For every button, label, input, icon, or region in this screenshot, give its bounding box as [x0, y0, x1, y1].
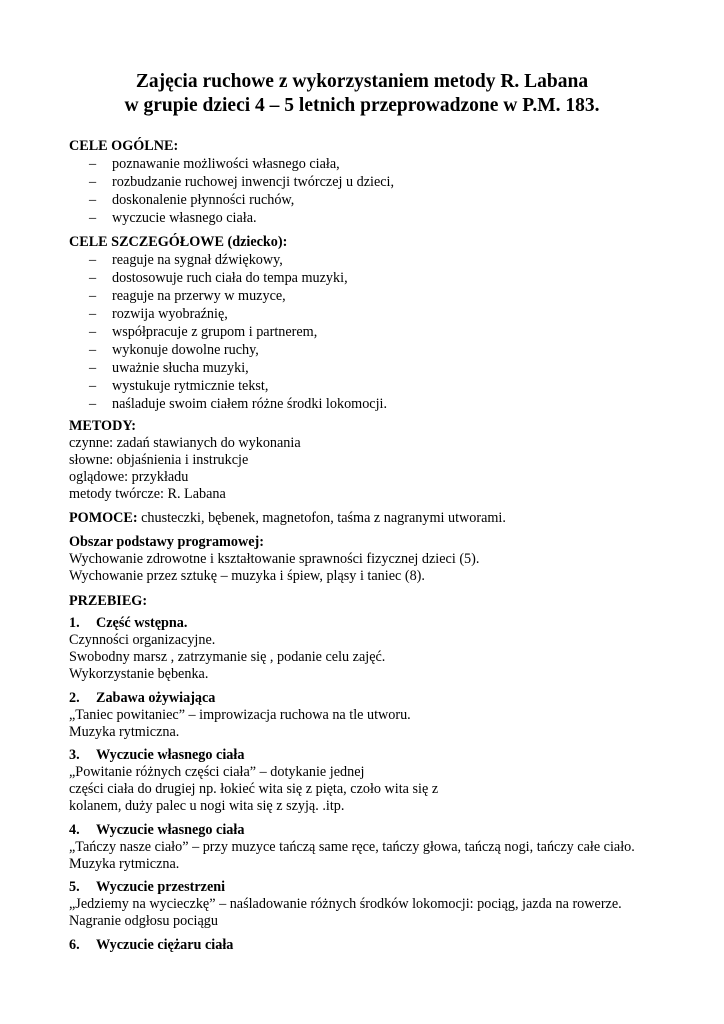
list-item [89, 378, 268, 396]
obszar-line: Wychowanie zdrowotne i kształtowanie sprawności fizycznej dzieci (5). [69, 551, 480, 567]
list-item [89, 342, 259, 360]
list-item-text: naśladuje swoim ciałem różne środki lokomocji. [112, 396, 388, 412]
section-title: Wyczucie przestrzeni [96, 879, 226, 895]
obszar-line: Wychowanie przez sztukę – muzyka i śpiew, pląsy i taniec (8). [69, 568, 425, 584]
list-item-text: rozbudzanie ruchowej inwencji twórczej u dzieci, [112, 174, 395, 190]
section-line: „Taniec powitaniec” – improwizacja ruchowa na tle utworu. [69, 707, 411, 723]
section-heading [69, 822, 244, 840]
dash-bullet: – [89, 156, 97, 172]
document-title-line-2: w grupie dzieci 4 – 5 letnich przeprowadzone w P.M. 183. [124, 95, 600, 116]
dash-bullet: – [89, 360, 97, 376]
list-item [89, 252, 283, 270]
list-item [89, 360, 249, 378]
section-heading [69, 615, 187, 633]
dash-bullet: – [89, 306, 97, 322]
dash-bullet: – [89, 270, 97, 286]
section-heading [69, 690, 215, 708]
dash-bullet: – [89, 396, 97, 412]
dash-bullet: – [89, 210, 97, 226]
pomoce-heading: POMOCE: [69, 510, 138, 526]
list-item-text: doskonalenie płynności ruchów, [112, 192, 295, 208]
list-item-text: poznawanie możliwości własnego ciała, [112, 156, 340, 172]
metody-line: metody twórcze: R. Labana [69, 486, 226, 502]
list-item [89, 210, 257, 228]
section-line: „Powitanie różnych części ciała” – dotykanie jednej [69, 764, 365, 780]
list-item-text: reaguje na przerwy w muzyce, [112, 288, 286, 304]
section-line: Swobodny marsz , zatrzymanie się , podanie celu zajęć. [69, 649, 386, 665]
section-line: Muzyka rytmiczna. [69, 724, 180, 740]
document-title-line-1: Zajęcia ruchowe z wykorzystaniem metody R. Labana [135, 71, 589, 92]
section-number: 2. [69, 690, 80, 706]
dash-bullet: – [89, 324, 97, 340]
metody-line: oglądowe: przykładu [69, 469, 189, 485]
section-line: Muzyka rytmiczna. [69, 856, 180, 872]
section-title: Wyczucie własnego ciała [96, 747, 245, 763]
section-number: 5. [69, 879, 80, 895]
list-item-text: wyczucie własnego ciała. [112, 210, 257, 226]
obszar-heading: Obszar podstawy programowej: [69, 534, 264, 550]
metody-heading: METODY: [69, 418, 137, 434]
cele-szczegolowe-heading: CELE SZCZEGÓŁOWE (dziecko): [69, 234, 288, 250]
list-item [89, 270, 348, 288]
list-item [89, 306, 228, 324]
dash-bullet: – [89, 174, 97, 190]
section-line: „Tańczy nasze ciało” – przy muzyce tańczą same ręce, tańczy głowa, tańczą nogi, tańczy całe ciało. [69, 839, 635, 855]
pomoce-text: chusteczki, bębenek, magnetofon, taśma z nagranymi utworami. [137, 510, 506, 526]
cele-ogolne-heading: CELE OGÓLNE: [69, 138, 179, 154]
list-item-text: współpracuje z grupom i partnerem, [112, 324, 318, 340]
pomoce-line [69, 510, 506, 528]
section-line: Czynności organizacyjne. [69, 632, 216, 648]
section-heading [69, 937, 233, 955]
przebieg-heading: PRZEBIEG: [69, 593, 148, 609]
list-item [89, 396, 387, 414]
section-line: części ciała do drugiej np. łokieć wita się z pięta, czoło wita się z [69, 781, 439, 797]
section-line: Nagranie odgłosu pociągu [69, 913, 218, 929]
section-line: kolanem, duży palec u nogi wita się z szyją. .itp. [69, 798, 345, 814]
dash-bullet: – [89, 192, 97, 208]
section-number: 3. [69, 747, 80, 763]
section-line: Wykorzystanie bębenka. [69, 666, 209, 682]
section-number: 1. [69, 615, 80, 631]
section-title: Wyczucie własnego ciała [96, 822, 245, 838]
section-title: Wyczucie ciężaru ciała [96, 937, 234, 953]
list-item-text: rozwija wyobraźnię, [112, 306, 228, 322]
list-item [89, 156, 340, 174]
metody-line: czynne: zadań stawianych do wykonania [69, 435, 301, 451]
list-item-text: wykonuje dowolne ruchy, [112, 342, 259, 358]
list-item-text: uważnie słucha muzyki, [112, 360, 249, 376]
list-item-text: reaguje na sygnał dźwiękowy, [112, 252, 283, 268]
dash-bullet: – [89, 252, 97, 268]
section-title: Część wstępna. [96, 615, 188, 631]
list-item [89, 192, 294, 210]
metody-line: słowne: objaśnienia i instrukcje [69, 452, 249, 468]
dash-bullet: – [89, 342, 97, 358]
dash-bullet: – [89, 378, 97, 394]
section-title: Zabawa ożywiająca [96, 690, 216, 706]
section-line: „Jedziemy na wycieczkę” – naśladowanie różnych środków lokomocji: pociąg, jazda na rowerze. [69, 896, 622, 912]
list-item-text: wystukuje rytmicznie tekst, [112, 378, 269, 394]
section-number: 6. [69, 937, 80, 953]
list-item [89, 288, 286, 306]
section-heading [69, 747, 244, 765]
list-item [89, 324, 317, 342]
section-number: 4. [69, 822, 80, 838]
dash-bullet: – [89, 288, 97, 304]
list-item-text: dostosowuje ruch ciała do tempa muzyki, [112, 270, 348, 286]
section-heading [69, 879, 225, 897]
list-item [89, 174, 394, 192]
